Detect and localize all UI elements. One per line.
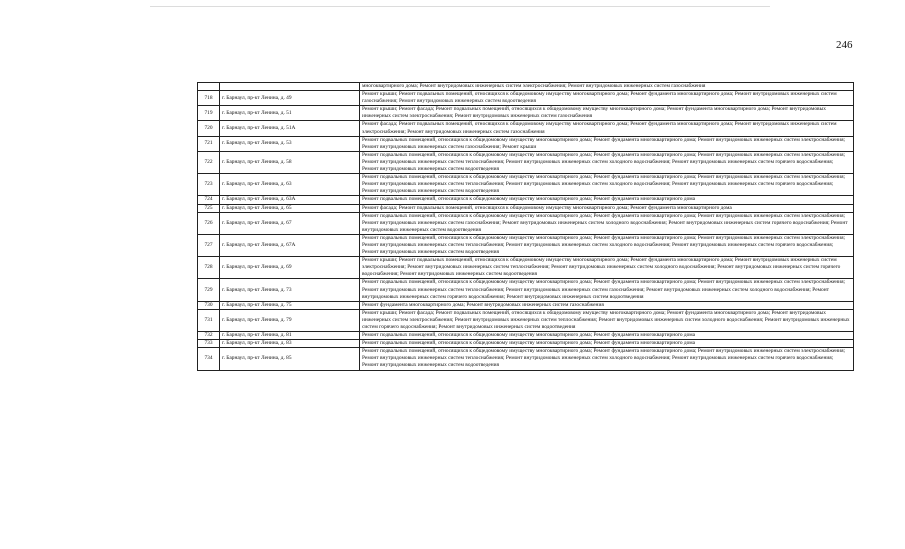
row-number: 729 xyxy=(198,279,220,301)
row-works: Ремонт крыши; Ремонт фасада; Ремонт подвальных помещений, относящихся к общедомовому имуществу многоквартирного дома; Ремонт фундамента многоквартирного дома; Ремонт внутридомовых инженерных систем электроснабжения; Ремонт внутридомовых инженерных систем газоснабжения xyxy=(360,106,854,121)
row-address: г. Барнаул, пр-кт Ленина, д. 58 xyxy=(220,151,360,173)
row-works: Ремонт крыши; Ремонт фасада; Ремонт подвальных помещений, относящихся к общедомовому имуществу многоквартирного дома; Ремонт фундамента многоквартирного дома; Ремонт внутридомовых инженерных систем электроснабжения; Ремонт внутридомовых инженерных систем теплоснабжения; Ремонт внутридомовых инженерных систем холодного водоснабжения; Ремонт внутридомовых инженерных систем горячего водоснабжения; Ремонт внутридомовых инженерных систем водоотведения xyxy=(360,309,854,331)
page-number: 246 xyxy=(836,39,853,51)
table-row xyxy=(198,279,854,301)
row-address: г. Барнаул, пр-кт Ленина, д. 65 xyxy=(220,204,360,212)
row-works: Ремонт крыши; Ремонт подвальных помещений, относящихся к общедомовому имуществу многоквартирного дома; Ремонт фундамента многоквартирного дома; Ремонт внутридомовых инженерных систем газоснабжения; Ремонт внутридомовых инженерных систем водоотведения xyxy=(360,91,854,106)
row-number: 718 xyxy=(198,91,220,106)
row-address: г. Барнаул, пр-кт Ленина, д. 79 xyxy=(220,309,360,331)
row-number: 734 xyxy=(198,348,220,370)
row-address xyxy=(220,83,360,91)
row-address: г. Барнаул, пр-кт Ленина, д. 73 xyxy=(220,279,360,301)
row-number: 726 xyxy=(198,212,220,234)
row-number: 722 xyxy=(198,151,220,173)
row-works: Ремонт фасада; Ремонт подвальных помещений, относящихся к общедомовому имуществу многоквартирного дома; Ремонт фундамента многоквартирного дома xyxy=(360,204,854,212)
table-row xyxy=(198,136,854,151)
row-works: Ремонт подвальных помещений, относящихся к общедомовому имуществу многоквартирного дома; Ремонт фундамента многоквартирного дома; Ремонт внутридомовых инженерных систем электроснабжения; Ремонт внутридомовых инженерных систем теплоснабжения; Ремонт внутридомовых инженерных систем холодного водоснабжения; Ремонт внутридомовых инженерных систем горячего водоснабжения; Ремонт внутридомовых инженерных систем водоотведения xyxy=(360,234,854,256)
table-row xyxy=(198,151,854,173)
row-works: Ремонт фасада; Ремонт подвальных помещений, относящихся к общедомовому имуществу многоквартирного дома; Ремонт фундамента многоквартирного дома; Ремонт внутридомовых инженерных систем электроснабжения; Ремонт внутридомовых инженерных систем газоснабжения xyxy=(360,121,854,136)
table-row xyxy=(198,91,854,106)
table-row xyxy=(198,83,854,91)
row-works: Ремонт подвальных помещений, относящихся к общедомовому имуществу многоквартирного дома; Ремонт фундамента многоквартирного дома; Ремонт внутридомовых инженерных систем электроснабжения; Ремонт внутридомовых инженерных систем теплоснабжения; Ремонт внутридомовых инженерных систем холодного водоснабжения; Ремонт внутридомовых инженерных систем горячего водоснабжения; Ремонт внутридомовых инженерных систем водоотведения xyxy=(360,174,854,196)
table-row xyxy=(198,234,854,256)
table-body xyxy=(198,83,854,371)
row-works: Ремонт подвальных помещений, относящихся к общедомовому имуществу многоквартирного дома; Ремонт фундамента многоквартирного дома xyxy=(360,332,854,340)
row-address: г. Барнаул, пр-кт Ленина, д. 67 xyxy=(220,212,360,234)
table-row xyxy=(198,106,854,121)
row-address: г. Барнаул, пр-кт Ленина, д. 67А xyxy=(220,234,360,256)
table-row xyxy=(198,174,854,196)
row-number: 730 xyxy=(198,301,220,309)
row-number: 733 xyxy=(198,340,220,348)
row-address: г. Барнаул, пр-кт Ленина, д. 51 xyxy=(220,106,360,121)
row-number: 721 xyxy=(198,136,220,151)
table-row xyxy=(198,196,854,204)
repair-program-table xyxy=(197,82,854,371)
row-address: г. Барнаул, пр-кт Ленина, д. 75 xyxy=(220,301,360,309)
table-row xyxy=(198,309,854,331)
row-address: г. Барнаул, пр-кт Ленина, д. 69 xyxy=(220,257,360,279)
row-works: Ремонт подвальных помещений, относящихся к общедомовому имуществу многоквартирного дома; Ремонт фундамента многоквартирного дома xyxy=(360,340,854,348)
row-number: 725 xyxy=(198,204,220,212)
row-address: г. Барнаул, пр-кт Ленина, д. 53 xyxy=(220,136,360,151)
row-works: Ремонт подвальных помещений, относящихся к общедомовому имуществу многоквартирного дома; Ремонт фундамента многоквартирного дома; Ремонт внутридомовых инженерных систем электроснабжения; Ремонт внутридомовых инженерных систем теплоснабжения; Ремонт внутридомовых инженерных систем газоснабжения; Ремонт внутридомовых инженерных систем холодного водоснабжения; Ремонт внутридомовых инженерных систем горячего водоснабжения; Ремонт внутридомовых инженерных систем водоотведения xyxy=(360,279,854,301)
row-address: г. Барнаул, пр-кт Ленина, д. 63А xyxy=(220,196,360,204)
row-works: Ремонт фундамента многоквартирного дома; Ремонт внутридомовых инженерных систем газоснабжения xyxy=(360,301,854,309)
row-address: г. Барнаул, пр-кт Ленина, д. 83 xyxy=(220,340,360,348)
table-row xyxy=(198,121,854,136)
table-row xyxy=(198,348,854,370)
row-number: 723 xyxy=(198,174,220,196)
row-works: Ремонт подвальных помещений, относящихся к общедомовому имуществу многоквартирного дома; Ремонт фундамента многоквартирного дома; Ремонт внутридомовых инженерных систем электроснабжения; Ремонт внутридомовых инженерных систем газоснабжения; Ремонт крыши xyxy=(360,136,854,151)
row-address: г. Барнаул, пр-кт Ленина, д. 63 xyxy=(220,174,360,196)
row-works: Ремонт подвальных помещений, относящихся к общедомовому имуществу многоквартирного дома; Ремонт фундамента многоквартирного дома; Ремонт внутридомовых инженерных систем электроснабжения; Ремонт внутридомовых инженерных систем теплоснабжения; Ремонт внутридомовых инженерных систем холодного водоснабжения; Ремонт внутридомовых инженерных систем горячего водоснабжения; Ремонт внутридомовых инженерных систем водоотведения xyxy=(360,151,854,173)
row-number xyxy=(198,83,220,91)
row-number: 727 xyxy=(198,234,220,256)
row-number: 731 xyxy=(198,309,220,331)
row-address: г. Барнаул, пр-кт Ленина, д. 85 xyxy=(220,348,360,370)
row-works: многоквартирного дома; Ремонт внутридомовых инженерных систем электроснабжения; Ремонт внутридомовых инженерных систем газоснабжения xyxy=(360,83,854,91)
table-row xyxy=(198,212,854,234)
table-row xyxy=(198,204,854,212)
row-works: Ремонт подвальных помещений, относящихся к общедомовому имуществу многоквартирного дома; Ремонт фундамента многоквартирного дома xyxy=(360,196,854,204)
row-works: Ремонт подвальных помещений, относящихся к общедомовому имуществу многоквартирного дома; Ремонт фундамента многоквартирного дома; Ремонт внутридомовых инженерных систем электроснабжения; Ремонт внутридомовых инженерных систем газоснабжения; Ремонт внутридомовых инженерных систем холодного водоснабжения; Ремонт внутридомовых инженерных систем горячего водоснабжения; Ремонт внутридомовых инженерных систем водоотведения xyxy=(360,212,854,234)
row-address: г. Барнаул, пр-кт Ленина, д. 49 xyxy=(220,91,360,106)
row-number: 732 xyxy=(198,332,220,340)
row-number: 728 xyxy=(198,257,220,279)
table-row xyxy=(198,257,854,279)
row-address: г. Барнаул, пр-кт Ленина, д. 51А xyxy=(220,121,360,136)
table-row xyxy=(198,332,854,340)
scan-top-edge xyxy=(150,6,770,7)
row-works: Ремонт крыши; Ремонт подвальных помещений, относящихся к общедомовому имуществу многоквартирного дома; Ремонт фундамента многоквартирного дома; Ремонт внутридомовых инженерных систем электроснабжения; Ремонт внутридомовых инженерных систем теплоснабжения; Ремонт внутридомовых инженерных систем холодного водоснабжения; Ремонт внутридомовых инженерных систем горячего водоснабжения; Ремонт внутридомовых инженерных систем водоотведения xyxy=(360,257,854,279)
row-number: 720 xyxy=(198,121,220,136)
row-address: г. Барнаул, пр-кт Ленина, д. 81 xyxy=(220,332,360,340)
row-works: Ремонт подвальных помещений, относящихся к общедомовому имуществу многоквартирного дома; Ремонт фундамента многоквартирного дома; Ремонт внутридомовых инженерных систем электроснабжения; Ремонт внутридомовых инженерных систем теплоснабжения; Ремонт внутридомовых инженерных систем холодного водоснабжения; Ремонт внутридомовых инженерных систем горячего водоснабжения; Ремонт внутридомовых инженерных систем водоотведения xyxy=(360,348,854,370)
row-number: 719 xyxy=(198,106,220,121)
row-number: 724 xyxy=(198,196,220,204)
table-row xyxy=(198,340,854,348)
table-row xyxy=(198,301,854,309)
